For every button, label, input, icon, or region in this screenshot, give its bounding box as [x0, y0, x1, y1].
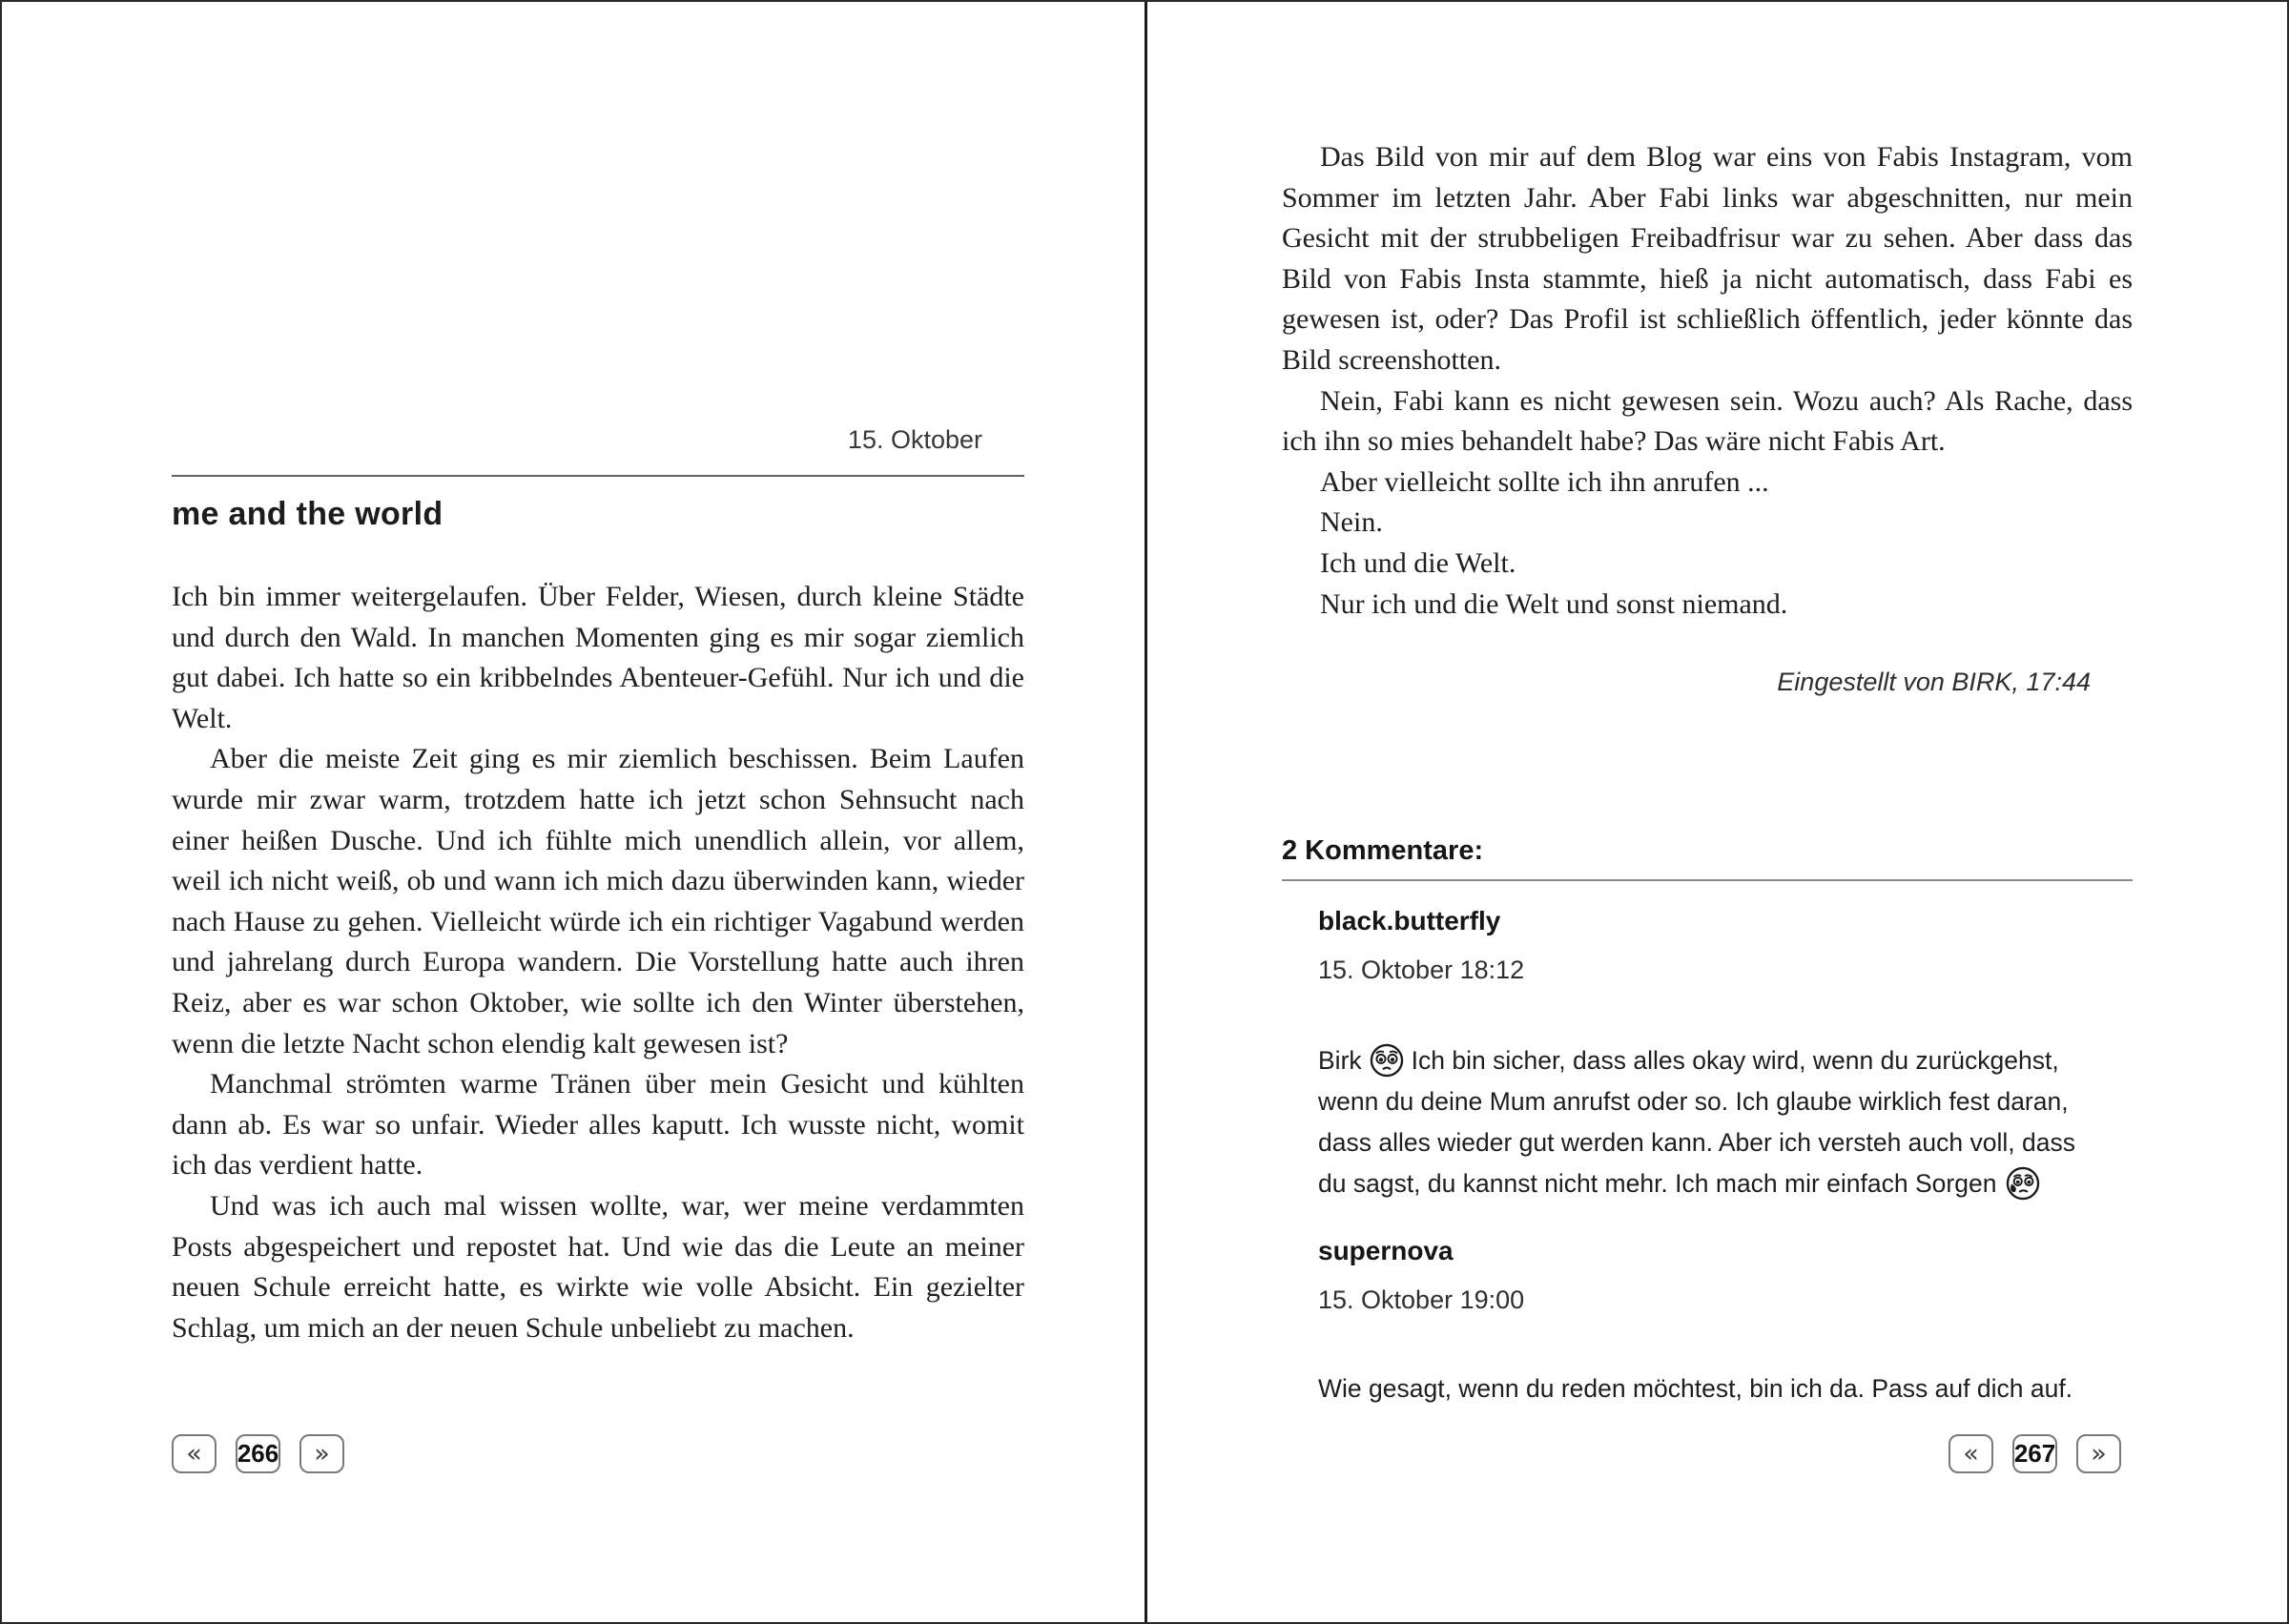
page-divider	[1144, 2, 1147, 1624]
date-rule	[172, 475, 1024, 477]
page-number-box[interactable]: 266	[236, 1434, 280, 1473]
post-title: me and the world	[172, 496, 443, 532]
paragraph: Nein, Fabi kann es nicht gewesen sein. Wozu auch? Als Rache, dass ich ihn so mies behandelt habe? Das wäre nicht Fabis Art.	[1282, 384, 2133, 458]
next-page-button[interactable]: »	[2076, 1434, 2121, 1473]
post-date: 15. Oktober	[847, 425, 982, 454]
prev-page-button[interactable]: «	[172, 1434, 217, 1473]
post-body-left	[172, 577, 1024, 1348]
paragraph: Aber die meiste Zeit ging es mir ziemlich beschissen. Beim Laufen wurde mir zwar warm, trotzdem hatte ich jetzt schon Sehnsucht nach einer heißen Dusche. Und ich fühlte mich unendlich allein, vor allem, weil ich nicht weiß, ob und wann ich mich dazu überwinden kann, wieder nach Hause zu gehen. Vielleicht würde ich ein richtiger Vagabund werden und jahrelang durch Europa wandern. Die Vorstellung hatte auch ihren Reiz, aber es war schon Oktober, wie sollte ich den Winter überstehen, wenn die letzte Nacht schon elendig kalt gewesen ist?	[172, 743, 1024, 1059]
comment-text: Wie gesagt, wenn du reden möchtest, bin ich da. Pass auf dich auf.	[1318, 1374, 2073, 1403]
right-page	[1282, 2, 2133, 1624]
pager-left	[172, 1434, 344, 1473]
comment-text-start: Birk	[1318, 1046, 1362, 1075]
left-page	[172, 2, 1024, 1624]
paragraph: Nur ich und die Welt und sonst niemand.	[1320, 587, 1788, 620]
paragraph: Aber vielleicht sollte ich ihn anrufen ...	[1320, 465, 1769, 498]
paragraph: Und was ich auch mal wissen wollte, war, wer meine verdammten Posts abgespeichert und repostet hat. Und wie das die Leute an meiner neuen Schule erreicht hatte, es wirkte wie volle Absicht. Ein gezielter Schlag, um mich an der neuen Schule unbeliebt zu machen.	[172, 1189, 1024, 1344]
comment-author: supernova	[1318, 1236, 1454, 1265]
anxious-face-with-sweat-emoji	[2005, 1165, 2041, 1202]
paragraph: Nein.	[1320, 506, 1383, 539]
next-page-button[interactable]: »	[299, 1434, 344, 1473]
page-number-box[interactable]: 267	[2012, 1434, 2057, 1473]
comments-heading: 2 Kommentare:	[1282, 835, 1484, 866]
comment-text-body: Ich bin sicher, dass alles okay wird, wenn du zurückgehst, wenn du deine Mum anrufst oder so. Ich glaube wirklich fest daran, dass alles wieder gut werden kann. Aber ich versteh auch voll, dass du sagst, du kannst nicht mehr. Ich mach mir einfach Sorgen	[1318, 1046, 2075, 1198]
comment-timestamp: 15. Oktober 18:12	[1318, 956, 1525, 984]
post-byline: Eingestellt von BIRK, 17:44	[1777, 668, 2091, 696]
pager-right	[1949, 1434, 2121, 1473]
post-body-right	[1282, 137, 2133, 625]
comment-item	[1318, 906, 2110, 1204]
paragraph: Das Bild von mir auf dem Blog war eins von Fabis Instagram, vom Sommer im letzten Jahr. Aber Fabi links war abgeschnitten, nur mein Gesicht mit der strubbeligen Freibadfrisur war zu sehen. Aber dass das Bild von Fabis Insta stammte, hieß ja nicht automatisch, dass Fabi es gewesen ist, oder? Das Profil ist schließlich öffentlich, jeder könnte das Bild screenshotten.	[1282, 141, 2133, 376]
comment-timestamp: 15. Oktober 19:00	[1318, 1285, 1525, 1314]
pleading-face-emoji	[1369, 1042, 1405, 1079]
comment-author: black.butterfly	[1318, 906, 1501, 935]
comment-item	[1318, 1236, 2110, 1409]
prev-page-button[interactable]: «	[1949, 1434, 1993, 1473]
paragraph: Manchmal strömten warme Tränen über mein Gesicht und kühlten dann ab. Es war so unfair. Wieder alles kaputt. Ich wusste nicht, womit ich das verdient hatte.	[172, 1068, 1024, 1182]
comments-rule	[1282, 879, 2133, 881]
paragraph: Ich bin immer weitergelaufen. Über Felder, Wiesen, durch kleine Städte und durch den Wald. In manchen Momenten ging es mir sogar ziemlich gut dabei. Ich hatte so ein kribbelndes Abenteuer-Gefühl. Nur ich und die Welt.	[172, 581, 1024, 734]
comment-text	[1318, 1040, 2110, 1204]
paragraph: Ich und die Welt.	[1320, 546, 1516, 579]
